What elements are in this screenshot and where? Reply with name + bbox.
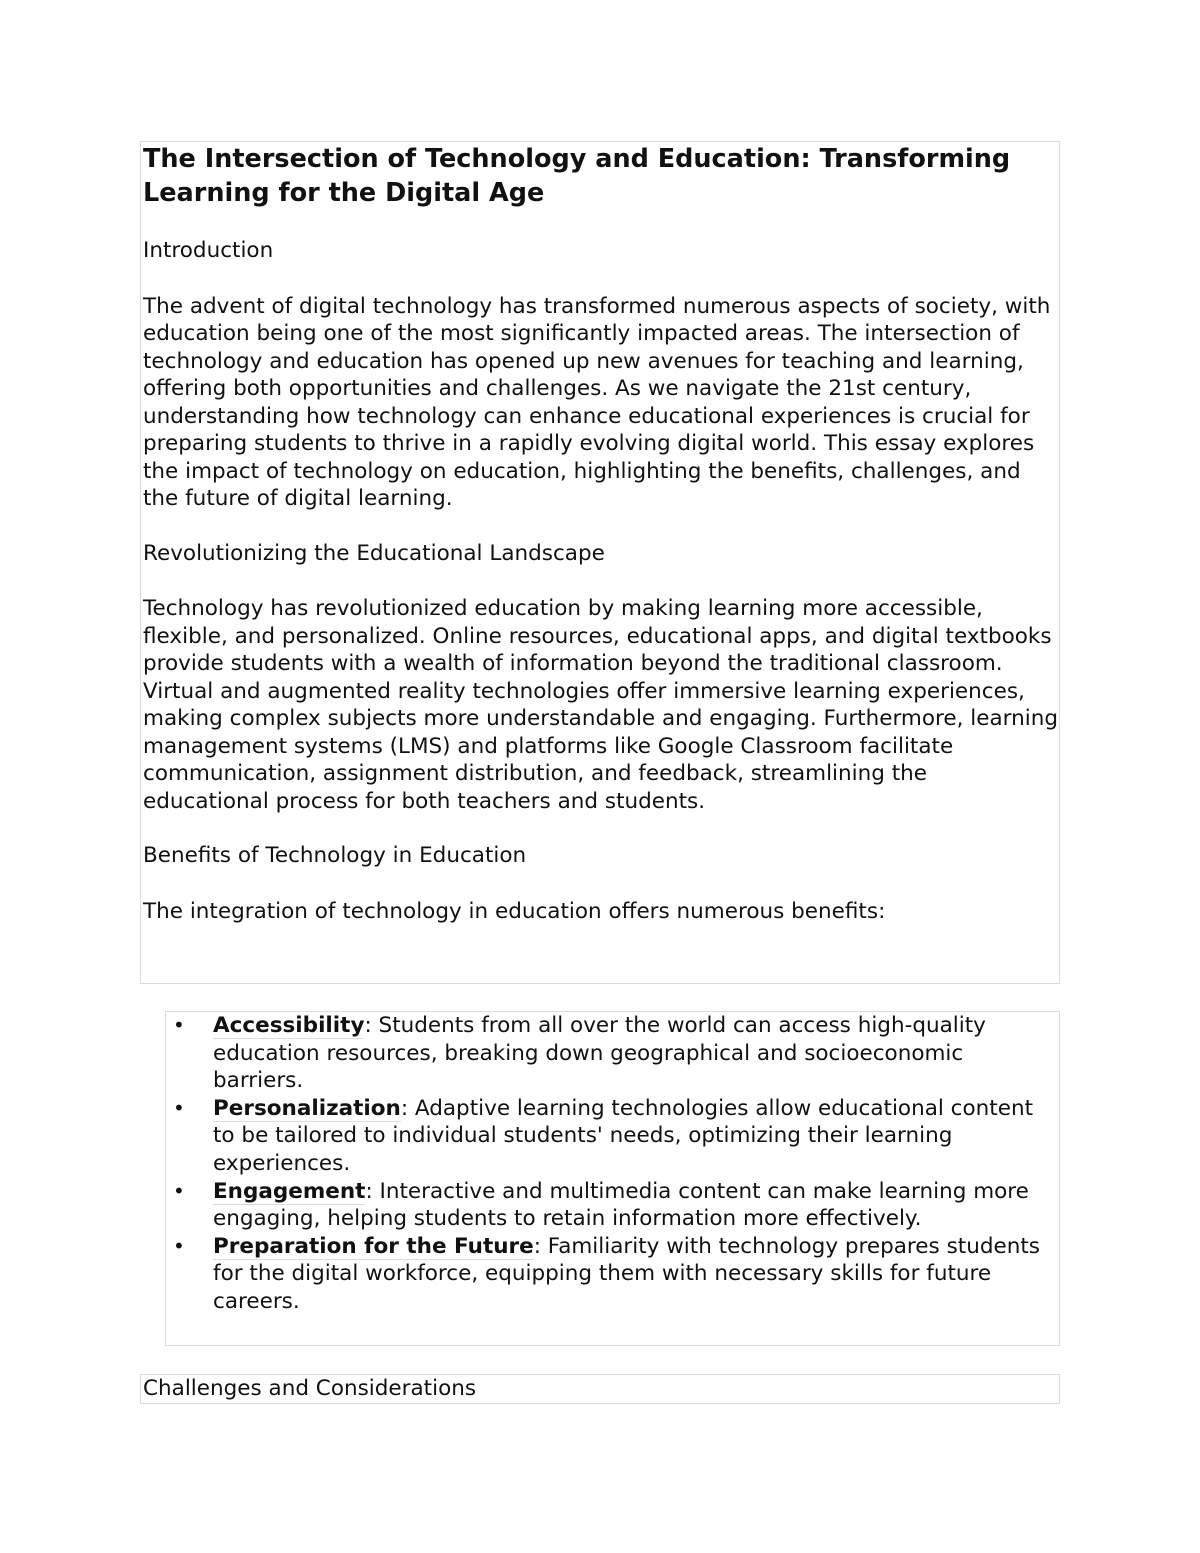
bullet-icon: • — [173, 1178, 185, 1203]
section-heading-revolutionizing: Revolutionizing the Educational Landscape — [143, 540, 605, 566]
benefit-term: Personalization — [213, 1095, 401, 1121]
list-item — [166, 1178, 1059, 1233]
list-item — [166, 1233, 1059, 1316]
section-heading-introduction: Introduction — [143, 238, 274, 263]
document-title: The Intersection of Technology and Education: Transforming Learning for the Digital Age — [143, 144, 1011, 208]
section-heading-challenges: Challenges and Considerations — [140, 1374, 1060, 1404]
benefits-list — [166, 1012, 1059, 1316]
benefits-list-block — [165, 1011, 1060, 1346]
benefit-text: : Familiarity with technology prepares students for the digital workforce, equipping them with necessary skills for future careers. — [213, 1233, 1040, 1314]
list-item — [166, 1095, 1059, 1178]
section-body-revolutionizing: Technology has revolutionized education by making learning more accessible, flexible, and personalized. Online resources, educational apps, and digital textbooks provide students with a wealth of information beyond the traditional classroom. Virtual and augmented reality technologies offer immersive learning experiences, making complex subjects more understandable and engaging. Furthermore, learning management systems (LMS) and platforms like Google Classroom facilitate communication, assignment distribution, and feedback, streamlining the educational process for both teachers and students. — [143, 596, 1058, 814]
bullet-icon: • — [173, 1233, 185, 1258]
essay-main-block — [140, 141, 1060, 984]
bullet-icon: • — [173, 1013, 185, 1037]
section-heading-benefits: Benefits of Technology in Education — [143, 843, 527, 868]
list-item — [166, 1012, 1059, 1095]
benefit-term: Engagement — [213, 1178, 366, 1204]
section-body-benefits: The integration of technology in education offers numerous benefits: — [143, 898, 886, 924]
benefit-text: : Interactive and multimedia content can make learning more engaging, helping students to retain information more effectively. — [213, 1178, 1029, 1232]
section-body-introduction: The advent of digital technology has transformed numerous aspects of society, with education being one of the most significantly impacted areas. The intersection of technology and education has opened up new avenues for teaching and learning, offering both opportunities and challenges. As we navigate the 21st century, understanding how technology can enhance educational experiences is crucial for preparing students to thrive in a rapidly evolving digital world. This essay explores the impact of technology on education, highlighting the benefits, challenges, and the future of digital learning. — [143, 293, 1051, 511]
benefit-text: : Adaptive learning technologies allow educational content to be tailored to individual students' needs, optimizing their learning experiences. — [213, 1095, 1033, 1176]
benefit-text: : Students from all over the world can access high-quality education resources, breaking down geographical and socioeconomic barriers. — [213, 1013, 986, 1094]
bullet-icon: • — [173, 1095, 185, 1120]
benefit-term: Preparation for the Future — [213, 1233, 534, 1259]
benefit-term: Accessibility — [213, 1013, 365, 1038]
